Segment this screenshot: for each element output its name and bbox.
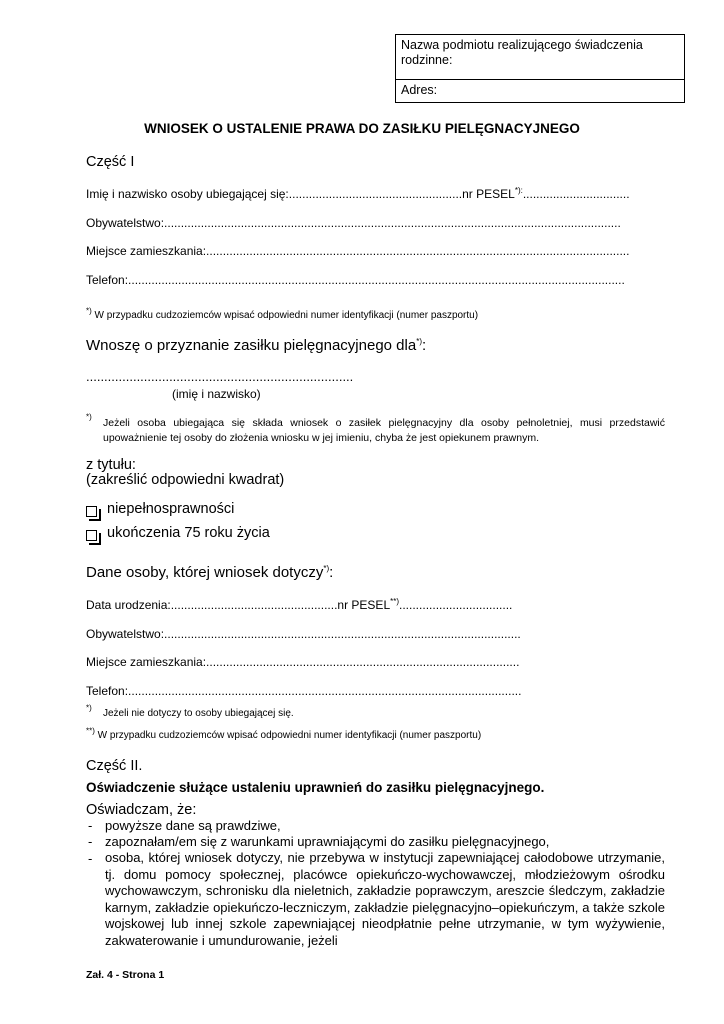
applicant-name-line[interactable]: Imię i nazwisko osoby ubiegającej się:....................................................nr PESEL*):................................: [86, 186, 630, 201]
reason-instruction: (zakreślić odpowiedni kwadrat): [86, 472, 285, 488]
beneficiary-name-caption: (imię i nazwisko): [172, 387, 261, 401]
part1-heading: Część I: [86, 154, 135, 170]
institution-name-field[interactable]: Nazwa podmiotu realizującego świadczenia rodzinne:: [396, 35, 684, 80]
person-birth-line[interactable]: Data urodzenia:..................................................nr PESEL**)..................................: [86, 597, 513, 612]
person-data-heading: Dane osoby, której wniosek dotyczy*):: [86, 564, 334, 581]
request-heading: Wnoszę o przyznanie zasiłku pielęgnacyjnego dla*):: [86, 337, 427, 354]
list-dash: -: [88, 834, 93, 849]
document-title: WNIOSEK O USTALENIE PRAWA DO ZASIŁKU PIELĘGNACYJNEGO: [144, 121, 580, 136]
note-mark: *): [86, 412, 92, 422]
disability-checkbox[interactable]: [86, 506, 97, 517]
reason-heading: z tytułu:: [86, 457, 136, 473]
person-phone-line[interactable]: Telefon:......................................................................................................................: [86, 684, 522, 698]
applicant-residence-line[interactable]: Miejsce zamieszkania:...............................................................................................................................: [86, 244, 630, 258]
age-75-option-label: ukończenia 75 roku życia: [107, 525, 270, 541]
declaration-item: zapoznałam/em się z warunkami uprawniającymi do zasiłku pielęgnacyjnego,: [105, 834, 550, 849]
institution-box: [395, 34, 685, 103]
age-75-checkbox[interactable]: [86, 530, 97, 541]
footnote-passport-2: **) W przypadku cudzoziemców wpisać odpowiedni numer identyfikacji (numer paszportu): [86, 726, 482, 741]
declaration-item: powyższe dane są prawdziwe,: [105, 818, 281, 833]
footnote-passport: *) W przypadku cudzoziemców wpisać odpowiedni numer identyfikacji (numer paszportu): [86, 306, 479, 321]
footnote-not-applicant-mark: *): [86, 703, 92, 713]
beneficiary-name-line[interactable]: ..........................................................................: [86, 369, 354, 384]
part2-heading: Część II.: [86, 758, 143, 774]
footnote-not-applicant: Jeżeli nie dotyczy to osoby ubiegającej się.: [103, 708, 294, 719]
declaration-heading: Oświadczenie służące ustaleniu uprawnień do zasiłku pielęgnacyjnego.: [86, 780, 545, 795]
applicant-citizenship-line[interactable]: Obywatelstwo:.........................................................................................................................................: [86, 216, 621, 230]
note-authorization: Jeżeli osoba ubiegająca się składa wniosek o zasiłek pielęgnacyjny dla osoby pełnoletniej, musi przedstawić upoważnienie tej osoby do złożenia wniosku w jej imieniu, chyba że jest opiekunem prawnym.: [103, 417, 665, 444]
page-footer: Zał. 4 - Strona 1: [86, 969, 165, 981]
person-citizenship-line[interactable]: Obywatelstwo:...........................................................................................................: [86, 627, 521, 641]
institution-address-field[interactable]: Adres:: [401, 83, 438, 97]
applicant-phone-line[interactable]: Telefon:.....................................................................................................................................................: [86, 273, 625, 287]
declaration-item: osoba, której wniosek dotyczy, nie przebywa w instytucji zapewniającej całodobowe utrzymanie, tj. domu pomocy społecznej, placówce opiekuńczo-wychowawczej, młodzieżowym ośrodku wychowawczym, schronisku dla nieletnich, zakładzie poprawczym, areszcie śledczym, zakładzie karnym, zakładzie opiekuńczo-leczniczym, zakładzie pielęgnacyjno–opiekuńczym, a także szkole wojskowej lub innej szkole zapewniającej nieodpłatnie pełne utrzymanie, w tym wyżywienie, zakwaterowanie i umundurowanie, jeżeli: [105, 850, 665, 948]
declaration-intro: Oświadczam, że:: [86, 802, 197, 818]
list-dash: -: [88, 851, 93, 866]
list-dash: -: [88, 818, 93, 833]
person-residence-line[interactable]: Miejsce zamieszkania:..............................................................................................: [86, 655, 520, 669]
disability-option-label: niepełnosprawności: [107, 501, 235, 517]
